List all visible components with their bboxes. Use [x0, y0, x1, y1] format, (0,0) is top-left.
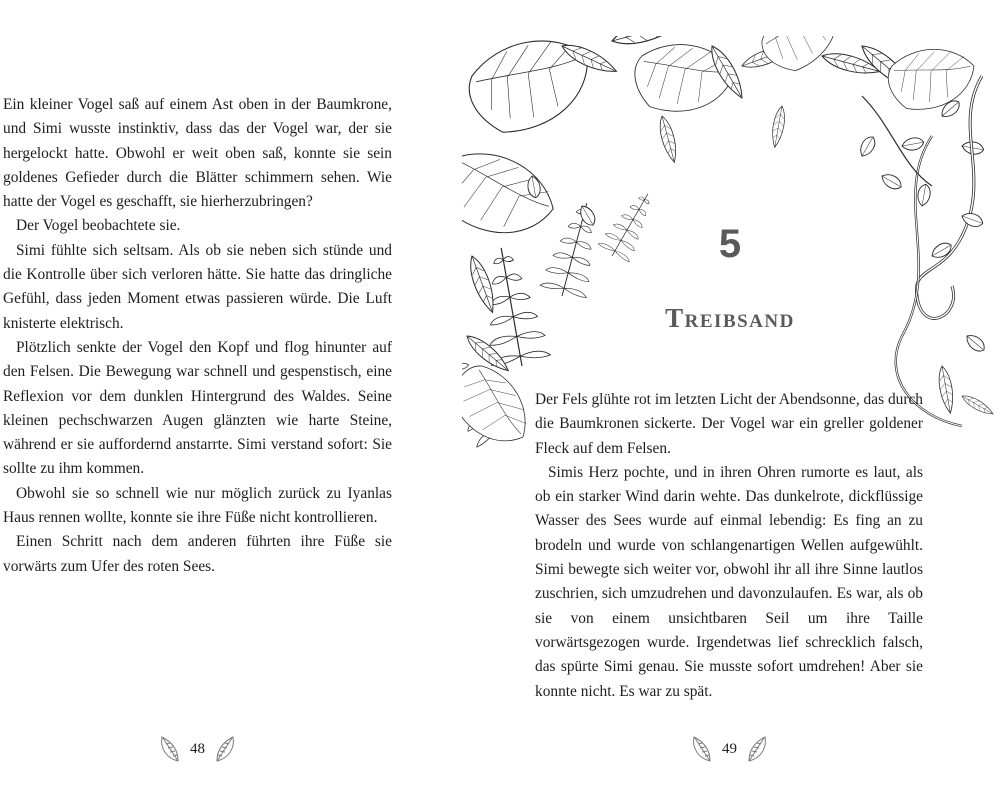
paragraph: Ein kleiner Vogel saß auf einem Ast oben in der Baumkrone, und Simi wusste instinktiv, dass das der Vogel war, der sie hergelockt hatte. Obwohl er weit oben saß, konnte sie sein goldenes Gefieder durch die Blätter schimmern sehen. Wie hatte der Vogel es geschafft, sie hierherzubringen?: [3, 96, 392, 211]
paragraph: Simis Herz pochte, und in ihren Ohren rumorte es laut, als ob ein starker Wind darin wehte. Das dunkelrote, dickflüssige Wasser des Sees wurde auf einmal lebendig: Es fing an zu brodeln und wurde von schlangenartigen Wellen aufgewühlt. Simi bewegte sich weiter vor, obwohl ihr all ihre Sinne lautlos zuschrien, sich umzudrehen und davonzulaufen. Es war, als ob sie von einem unsichtbaren Seil um ihre Taille vorwärtsgezogen wurde. Irgendetwas lief schrecklich falsch, das spürte Simi genau. Sie musste sofort umdrehen! Aber sie konnte nicht. Es war zu spät.: [535, 463, 923, 700]
right-page: [500, 0, 1000, 800]
page-number: 48: [190, 740, 205, 757]
leaf-icon: [213, 734, 237, 764]
right-page-body: [535, 388, 923, 704]
left-page-body: [3, 93, 392, 579]
paragraph: Plötzlich senkte der Vogel den Kopf und flog hinunter auf den Felsen. Die Bewegung war schnell und gespenstisch, eine Reflexion vor dem dunklen Hintergrund des Waldes. Seine kleinen pechschwarzen Augen glänzten wie harte Steine, während er sie auffordernd anstarrte. Simi verstand sofort: Sie sollte zu ihm kommen.: [3, 338, 392, 478]
chapter-title: Treibsand: [665, 303, 795, 333]
chapter-number: 5: [718, 222, 742, 266]
leaf-icon: [745, 734, 769, 764]
leaf-icon: [690, 734, 714, 764]
leaf-icon: [158, 734, 182, 764]
paragraph: Simi fühlte sich seltsam. Als ob sie neben sich stünde und die Kontrolle über sich verloren hätte. Sie hatte das dringliche Gefühl, dass jeden Moment etwas passieren würde. Die Luft knisterte elektrisch.: [3, 241, 392, 332]
paragraph: Der Vogel beobachtete sie.: [16, 217, 181, 235]
page-number: 49: [722, 740, 737, 757]
paragraph: Einen Schritt nach dem anderen führten ihre Füße sie vorwärts zum Ufer des roten Sees.: [3, 533, 392, 575]
paragraph: Der Fels glühte rot im letzten Licht der Abendsonne, das durch die Baumkronen sickerte. Der Vogel war ein greller goldener Fleck auf dem Felsen.: [535, 391, 923, 457]
page-number-left: [158, 734, 237, 764]
page-number-right: [690, 734, 769, 764]
paragraph: Obwohl sie so schnell wie nur möglich zurück zu Iyanlas Haus rennen wollte, konnte sie ihre Füße nicht kontrollieren.: [3, 484, 392, 527]
